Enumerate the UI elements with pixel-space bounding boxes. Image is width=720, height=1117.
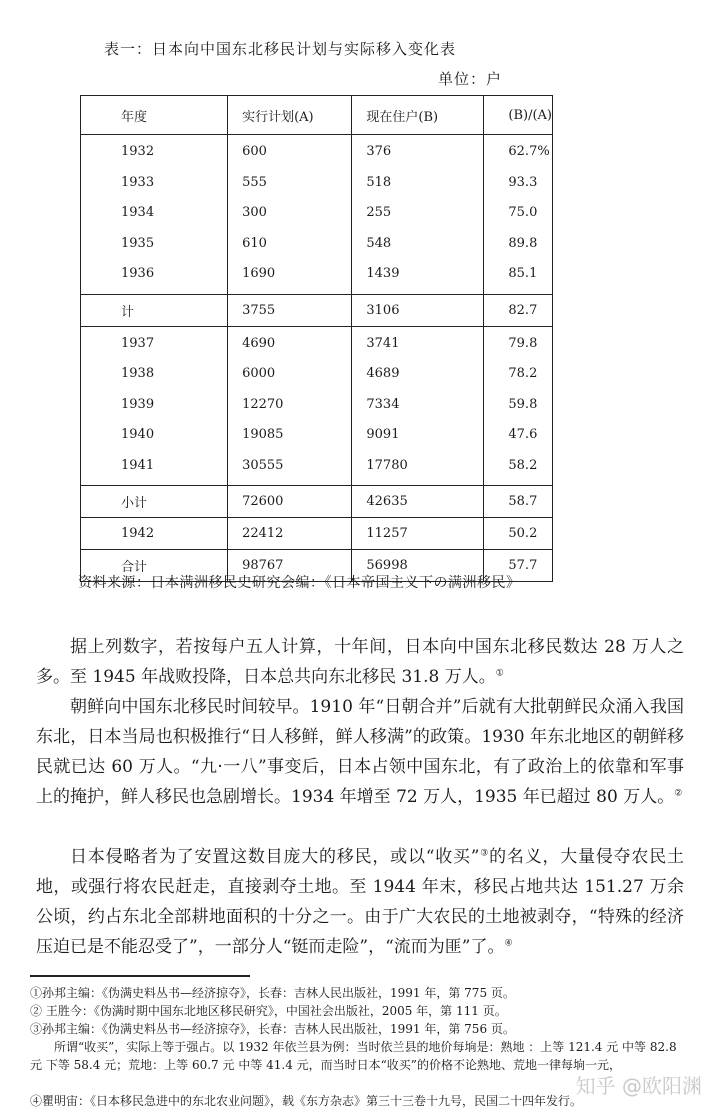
subtotal-actual: 42635 <box>352 486 484 518</box>
plan-value: 600 <box>242 144 267 159</box>
paragraph-3 <box>36 842 684 962</box>
table-header-row <box>81 96 553 135</box>
table-row-group-1932-1936 <box>81 135 553 295</box>
year-cell <box>81 326 228 486</box>
year-value: 1939 <box>121 396 155 412</box>
plan-value: 6000 <box>242 366 276 381</box>
header-plan: 实行计划(A) <box>228 96 352 135</box>
actual-cell <box>352 135 484 295</box>
actual-value: 255 <box>366 205 392 220</box>
plan-cell <box>228 135 352 295</box>
subtotal-label: 计 <box>81 294 228 326</box>
ratio-value: 75.0 <box>508 205 538 220</box>
total-ratio: 57.7 <box>484 550 553 582</box>
table-row-group-1937-1941 <box>81 326 553 486</box>
table-caption: 表一：日本向中国东北移民计划与实际移入变化表 <box>104 40 457 58</box>
ratio-value: 62.7% <box>508 144 550 159</box>
footnote-3: ③孙邦主编：《伪满史料丛书—经济掠夺》，长春：吉林人民出版社，1991 年，第 756 页。 <box>30 1022 515 1036</box>
subtotal-ratio: 58.7 <box>484 486 553 518</box>
paragraph-1 <box>36 632 684 692</box>
footnote-ref-3: ③ <box>479 848 490 859</box>
migration-table <box>80 95 553 582</box>
ratio-value: 85.1 <box>508 266 538 281</box>
ratio-value: 93.3 <box>508 174 538 190</box>
subtotal-actual: 3106 <box>352 294 484 326</box>
actual-value: 518 <box>366 174 392 190</box>
plan-value: 555 <box>242 174 267 190</box>
footnote-2: ② 王胜今：《伪满时期中国东北地区移民研究》，中国社会出版社，2005 年，第 111 页。 <box>30 1004 507 1018</box>
actual-value: 548 <box>366 235 392 251</box>
zhihu-watermark: 知乎 @欧阳渊 <box>575 1074 702 1098</box>
year-1942-actual: 11257 <box>352 518 484 550</box>
actual-value: 17780 <box>366 457 408 473</box>
footnote-4: ④瞿明宙：《日本移民急进中的东北农业问题》，载《东方杂志》第三十三卷十九号，民国二十四年发行。 <box>30 1094 583 1108</box>
subtotal-plan: 3755 <box>228 294 352 326</box>
footnote-ref-4: ④ <box>504 938 513 949</box>
year-value: 1933 <box>121 174 155 190</box>
plan-value: 610 <box>242 235 267 251</box>
header-actual: 现在住户(B) <box>352 96 484 135</box>
ratio-value: 78.2 <box>508 366 538 381</box>
plan-cell <box>228 326 352 486</box>
table-row-subtotal-2 <box>81 486 553 518</box>
paragraph-1-text: 据上列数字，若按每户五人计算，十年间，日本向中国东北移民数达 28 万人之多。至 1945 年战败投降，日本总共向东北移民 31.8 万人。 <box>36 637 684 687</box>
ratio-value: 79.8 <box>508 335 538 351</box>
paragraph-2-text: 朝鲜向中国东北移民时间较早。1910 年“日朝合并”后就有大批朝鲜民众涌入我国东北，日本当局也积极推行“日人移鲜，鲜人移满”的政策。1930 年东北地区的朝鲜移民就已达 60 万人。“九·一八”事变后，日本占领中国东北，有了政治上的依靠和军事上的掩护，鲜人移民也急剧增长。1934 年增至 72 万人，1935 年已超过 80 万人。 <box>36 697 684 807</box>
subtotal-plan: 72600 <box>228 486 352 518</box>
year-1942-label: 1942 <box>81 518 228 550</box>
total-plan: 98767 <box>228 550 352 582</box>
subtotal-ratio: 82.7 <box>484 294 553 326</box>
actual-value: 1439 <box>366 266 400 281</box>
plan-value: 12270 <box>242 396 284 412</box>
footnote-3-detail: 所谓“收买”，实际上等于强占。以 1932 年依兰县为例：当时依兰县的地价每垧是：熟地 ：上等 121.4 元 中等 82.8 元 下等 58.4 元；荒地：上等 60.7 元 中等 41.4 元，而当时日本“收买”的价格不论熟地、荒地一律每垧一元， <box>30 1040 677 1072</box>
paragraph-2 <box>36 692 684 812</box>
footnote-ref-2: ② <box>674 788 683 799</box>
actual-value: 9091 <box>366 427 400 442</box>
plan-value: 30555 <box>242 457 284 473</box>
year-value: 1937 <box>121 335 155 351</box>
actual-cell <box>352 326 484 486</box>
table-row-subtotal-1 <box>81 294 553 326</box>
ratio-value: 59.8 <box>508 396 538 412</box>
footnote-divider <box>30 975 250 977</box>
actual-value: 376 <box>366 144 392 159</box>
actual-value: 7334 <box>366 396 400 412</box>
year-value: 1936 <box>121 266 155 281</box>
year-value: 1935 <box>121 235 155 251</box>
ratio-cell <box>484 326 553 486</box>
year-value: 1940 <box>121 427 155 442</box>
footnote-ref-1: ① <box>495 668 504 679</box>
total-label: 合计 <box>81 550 228 582</box>
footnote-1: ①孙邦主编：《伪满史料丛书—经济掠夺》，长春：吉林人民出版社，1991 年，第 775 页。 <box>30 986 515 1000</box>
table-source: 资料来源：日本满洲移民史研究会编：《日本帝国主义下の满洲移民》 <box>78 575 521 591</box>
unit-label: 单位：户 <box>438 70 503 88</box>
plan-value: 1690 <box>242 266 276 281</box>
year-value: 1934 <box>121 205 155 220</box>
paragraph-3-text-a: 日本侵略者为了安置这数目庞大的移民，或以“收买” <box>70 847 480 867</box>
total-actual: 56998 <box>352 550 484 582</box>
plan-value: 19085 <box>242 427 284 442</box>
actual-value: 4689 <box>366 366 400 381</box>
actual-value: 3741 <box>366 335 400 351</box>
plan-value: 300 <box>242 205 267 220</box>
ratio-value: 58.2 <box>508 457 538 473</box>
year-1942-plan: 22412 <box>228 518 352 550</box>
plan-value: 4690 <box>242 335 276 351</box>
year-value: 1938 <box>121 366 155 381</box>
year-1942-ratio: 50.2 <box>484 518 553 550</box>
ratio-cell <box>484 135 553 295</box>
paragraph-3-text-b: 的名义，大量侵夺农民土地，或强行将农民赶走，直接剥夺土地。至 1944 年末，移民占地共达 151.27 万余公顷，约占东北全部耕地面积的十分之一。由于广大农民的土地被剥夺，“特殊的经济压迫已是不能忍受了”，一部分人“铤而走险”，“流而为匪”了。 <box>36 847 685 957</box>
table-row-1942 <box>81 518 553 550</box>
ratio-value: 89.8 <box>508 235 538 251</box>
year-cell <box>81 135 228 295</box>
year-value: 1932 <box>121 144 155 159</box>
header-year: 年度 <box>81 96 228 135</box>
header-ratio: (B)/(A) <box>484 96 553 135</box>
year-value: 1941 <box>121 457 155 473</box>
subtotal-label: 小计 <box>81 486 228 518</box>
ratio-value: 47.6 <box>508 427 538 442</box>
